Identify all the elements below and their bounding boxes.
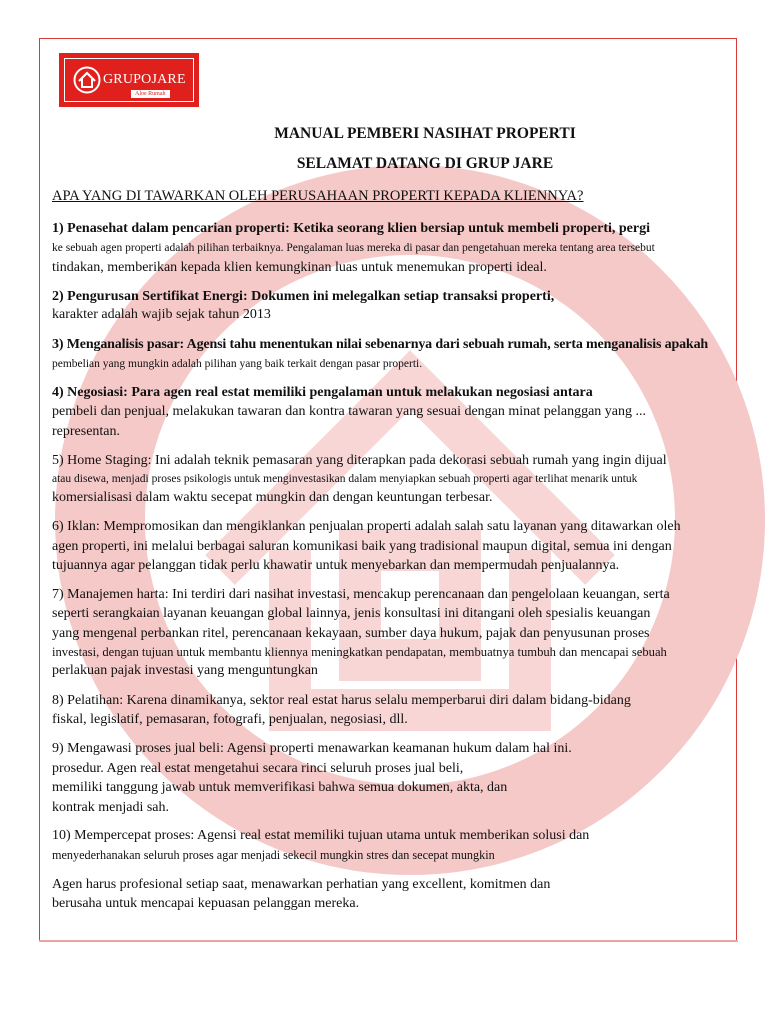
section-4-line-2: pembeli dan penjual, melakukan tawaran dan kontra tawaran yang sesuai dengan minat pelanggan yang ... (52, 404, 647, 419)
section-2-line-2: karakter adalah wajib sejak tahun 2013 (52, 307, 271, 322)
section-3-line-1: 3) Menganalisis pasar: Agensi tahu menentukan nilai sebenarnya dari sebuah rumah, serta menganalisis apakah (52, 337, 709, 352)
section-1-line-3: tindakan, memberikan kepada klien kemungkinan luas untuk menemukan properti ideal. (52, 260, 547, 275)
section-3-line-2: pembelian yang mungkin adalah pilihan yang baik terkait dengan pasar properti. (52, 358, 423, 370)
house-icon (73, 66, 101, 94)
document-title: MANUAL PEMBERI NASIHAT PROPERTI (274, 125, 576, 142)
section-7-line-1: 7) Manajemen harta: Ini terdiri dari nasihat investasi, mencakup perencanaan dan pengelolaan keuangan, serta (52, 587, 670, 602)
section-8-line-1: 8) Pelatihan: Karena dinamikanya, sektor real estat harus selalu memperbarui diri dalam bidang-bidang (52, 693, 631, 708)
section-1-line-1: 1) Penasehat dalam pencarian properti: Ketika seorang klien bersiap untuk membeli properti, pergi (52, 221, 650, 236)
section-7-line-3: yang mengenal perbankan ritel, perencanaan kekayaan, sumber daya hukum, pajak dan penyusunan proses (52, 626, 650, 641)
section-4-line-3: representan. (52, 424, 121, 439)
section-4-line-1: 4) Negosiasi: Para agen real estat memiliki pengalaman untuk melakukan negosiasi antara (52, 385, 593, 400)
section-8-line-2: fiskal, legislatif, pemasaran, fotografi, penjualan, negosiasi, dll. (52, 712, 408, 727)
section-7-line-5: perlakuan pajak investasi yang menguntungkan (52, 663, 318, 678)
section-1-line-2: ke sebuah agen properti adalah pilihan terbaiknya. Pengalaman luas mereka di pasar dan pengetahuan mereka tentang area tersebut (52, 242, 655, 254)
section-7-line-4: investasi, dengan tujuan untuk membantu kliennya meningkatkan pendapatan, membuatnya tumbuh dan mencapai sebuah (52, 645, 667, 659)
section-10-line-2: menyederhanakan seluruh proses agar menjadi sekecil mungkin stres dan secepat mungkin (52, 848, 495, 862)
logo-frame (64, 58, 194, 102)
section-5-line-1: 5) Home Staging: Ini adalah teknik pemasaran yang diterapkan pada dekorasi sebuah rumah yang ingin dijual (52, 453, 667, 468)
section-6-line-3: tujuannya agar pelanggan tidak perlu khawatir untuk menyebarkan dan mempermudah penjualannya. (52, 558, 620, 573)
closing-line-1: Agen harus profesional setiap saat, menawarkan perhatian yang excellent, komitmen dan (52, 877, 551, 892)
section-5-line-2: atau disewa, menjadi proses psikologis untuk menginvestasikan dalam menyiapkan sebuah properti agar terlihat menarik untuk (52, 473, 638, 485)
logo-tagline: Aloe Rumah (131, 90, 170, 98)
section-9-line-4: kontrak menjadi sah. (52, 800, 170, 815)
document-subtitle: SELAMAT DATANG DI GRUP JARE (296, 155, 554, 172)
company-logo (59, 53, 199, 107)
section-9-line-1: 9) Mengawasi proses jual beli: Agensi properti menawarkan keamanan hukum dalam hal ini. (52, 741, 572, 756)
closing-line-2: berusaha untuk mencapai kepuasan pelanggan mereka. (52, 896, 360, 911)
section-question: APA YANG DI TAWARKAN OLEH PERUSAHAAN PROPERTI KEPADA KLIENNYA? (52, 188, 584, 204)
section-9-line-3: memiliki tanggung jawab untuk memverifikasi bahwa semua dokumen, akta, dan (52, 780, 508, 795)
section-6-line-2: agen properti, ini melalui berbagai saluran komunikasi baik yang tradisional maupun digital, semua ini dengan (52, 539, 672, 554)
logo-name: GRUPOJARE (103, 72, 186, 87)
section-5-line-3: komersialisasi dalam waktu secepat mungkin dan dengan keuntungan terbesar. (52, 490, 493, 505)
section-9-line-2: prosedur. Agen real estat mengetahui secara rinci seluruh proses jual beli, (52, 761, 464, 776)
section-7-line-2: seperti serangkaian layanan keuangan global lainnya, jenis konsultasi ini ditangani oleh spesialis keuangan (52, 606, 651, 621)
page-border-bottom (39, 940, 738, 942)
section-2-line-1: 2) Pengurusan Sertifikat Energi: Dokumen ini melegalkan setiap transaksi properti, (52, 289, 555, 304)
section-6-line-1: 6) Iklan: Mempromosikan dan mengiklankan penjualan properti adalah salah satu layanan yang ditawarkan oleh (52, 519, 681, 534)
section-10-line-1: 10) Mempercepat proses: Agensi real estat memiliki tujuan utama untuk memberikan solusi dan (52, 828, 590, 843)
